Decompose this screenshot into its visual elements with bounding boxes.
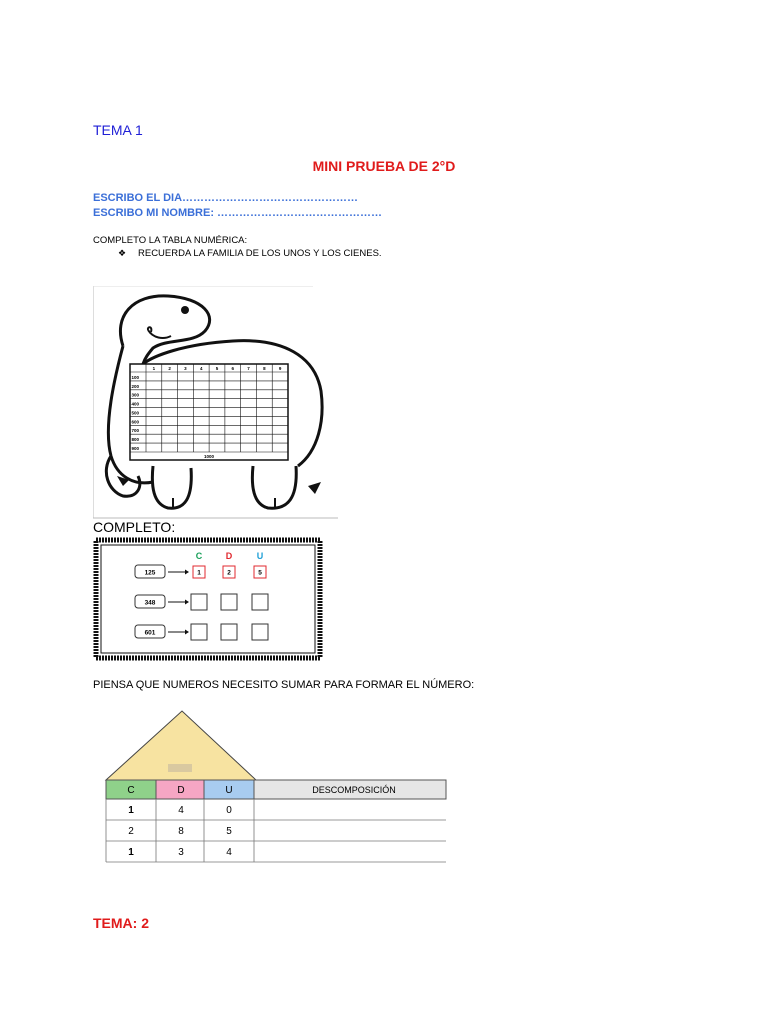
- instruction-text: COMPLETO LA TABLA NUMÉRICA:: [93, 235, 248, 246]
- number-table-grid: [130, 364, 288, 460]
- grid-column-header: 5: [215, 366, 219, 371]
- grid-row-label: 200: [131, 383, 140, 389]
- grid-column-header: 7: [247, 366, 250, 371]
- piensa-instruction: PIENSA QUE NUMEROS NECESITO SUMAR PARA FORMAR EL NÚMERO:: [93, 679, 475, 691]
- grid-column-header: 2: [168, 366, 171, 371]
- house-cell-value: 0: [226, 805, 232, 816]
- section-heading-tema-1: TEMA 1: [93, 122, 143, 138]
- grid-row-label: 600: [131, 419, 140, 425]
- house-header-u: U: [225, 785, 233, 796]
- grid-row-label: 700: [131, 428, 140, 434]
- bullet-item: [118, 248, 382, 259]
- house-cell-value: 4: [226, 847, 232, 858]
- grid-column-header: 4: [199, 366, 203, 371]
- grid-row-label: 500: [131, 410, 140, 416]
- cdu-digit-box[interactable]: [221, 594, 237, 610]
- grid-footer-label: 1000: [203, 454, 215, 459]
- descomposicion-answer-cell[interactable]: [256, 822, 444, 839]
- house-cell-value: 5: [226, 826, 232, 837]
- grid-column-header: 6: [231, 366, 235, 371]
- house-cell-value: 8: [178, 826, 184, 837]
- house-header-d: D: [177, 785, 185, 796]
- grid-column-header: 9: [278, 366, 282, 371]
- cdu-number: 601: [144, 629, 156, 637]
- bullet-text: RECUERDA LA FAMILIA DE LOS UNOS Y LOS CIENES.: [138, 248, 382, 259]
- grid-row-label: 100: [131, 374, 140, 380]
- date-line: ESCRIBO EL DIA…………………………………………: [93, 192, 359, 204]
- house-cell-value: 1: [128, 805, 134, 816]
- descomposicion-answer-cell[interactable]: [256, 843, 444, 860]
- cdu-header-c: C: [195, 551, 203, 561]
- grid-row-label: 800: [131, 437, 140, 443]
- grid-row-label: 900: [131, 446, 140, 451]
- cdu-digit-box[interactable]: [191, 594, 207, 610]
- page-title-text: MINI PRUEBA DE 2°D: [312, 158, 456, 174]
- descomposicion-answer-cell[interactable]: [256, 801, 444, 818]
- grid-row-label: 300: [131, 392, 140, 398]
- section-heading-tema-2: TEMA: 2: [93, 915, 149, 931]
- bullet-diamond-icon: ❖: [118, 248, 127, 258]
- cdu-digit-box[interactable]: [252, 594, 268, 610]
- house-cell-value: 2: [128, 826, 134, 837]
- dino-eye: [181, 306, 189, 314]
- house-logo: [168, 764, 192, 772]
- cdu-digit-box[interactable]: [191, 624, 207, 640]
- cdu-header-d: D: [225, 551, 233, 561]
- grid-row-label: 400: [131, 401, 140, 407]
- house-cell-value: 1: [128, 847, 134, 858]
- cdu-digit: 2: [227, 569, 231, 577]
- name-line: ESCRIBO MI NOMBRE: ………………………………………: [93, 207, 383, 219]
- grid-column-header: 3: [184, 366, 187, 371]
- cdu-digit: 5: [258, 569, 262, 577]
- cdu-digit-box[interactable]: [252, 624, 268, 640]
- cdu-number: 125: [144, 569, 156, 577]
- descomposicion-header: DESCOMPOSICIÓN: [312, 785, 396, 795]
- completo-label: COMPLETO:: [93, 519, 176, 535]
- house-cell-value: 3: [178, 847, 184, 858]
- cdu-header-u: U: [256, 551, 264, 561]
- house-header-c: C: [127, 785, 135, 796]
- grid-column-header: 1: [152, 366, 156, 371]
- page-title: [0, 158, 768, 174]
- cdu-digit: 1: [197, 569, 201, 577]
- cdu-number: 348: [144, 599, 156, 607]
- house-decomposition-table: [100, 708, 450, 864]
- cdu-digit-box[interactable]: [221, 624, 237, 640]
- dinosaur-number-table-illustration: [93, 286, 339, 520]
- cdu-exercise-card: [93, 537, 323, 661]
- house-cell-value: 4: [178, 805, 184, 816]
- grid-column-header: 8: [263, 366, 266, 371]
